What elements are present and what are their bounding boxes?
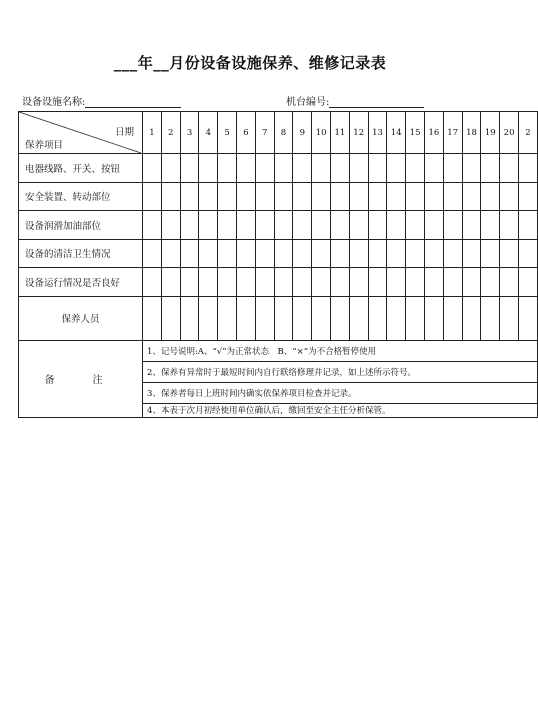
- check-cell[interactable]: [274, 239, 293, 268]
- item-row: [19, 154, 538, 183]
- check-cell[interactable]: [293, 154, 312, 183]
- check-cell[interactable]: [500, 154, 519, 183]
- check-cell[interactable]: [368, 211, 387, 240]
- check-cell[interactable]: [199, 296, 218, 340]
- maintenance-table-wrapper: [18, 111, 531, 420]
- check-cell[interactable]: [368, 296, 387, 340]
- check-cell[interactable]: [180, 154, 199, 183]
- check-cell[interactable]: [255, 211, 274, 240]
- check-cell[interactable]: [443, 239, 462, 268]
- check-cell[interactable]: [481, 182, 500, 211]
- check-cell[interactable]: [500, 296, 519, 340]
- check-cell[interactable]: [500, 211, 519, 240]
- check-cell[interactable]: [481, 268, 500, 297]
- day-header: 6: [237, 112, 256, 154]
- check-cell[interactable]: [255, 268, 274, 297]
- check-cell[interactable]: [406, 182, 425, 211]
- remark-note: 3、保养者每日上班时间内确实依保养项目检查并记录。: [143, 382, 538, 403]
- check-cell[interactable]: [406, 239, 425, 268]
- check-cell[interactable]: [237, 296, 256, 340]
- item-row-label: 安全装置、转动部位: [19, 182, 143, 211]
- check-cell[interactable]: [199, 268, 218, 297]
- remark-note: 2、保养有异常时于最短时间内自行联络修理并记录，如上述所示符号。: [143, 361, 538, 382]
- check-cell[interactable]: [500, 268, 519, 297]
- day-header: 5: [218, 112, 237, 154]
- check-cell[interactable]: [218, 182, 237, 211]
- day-header: 16: [424, 112, 443, 154]
- check-cell[interactable]: [237, 182, 256, 211]
- check-cell[interactable]: [406, 211, 425, 240]
- maintenance-table: [18, 111, 538, 418]
- check-cell[interactable]: [368, 239, 387, 268]
- check-cell[interactable]: [274, 211, 293, 240]
- check-cell[interactable]: [218, 154, 237, 183]
- check-cell[interactable]: [237, 211, 256, 240]
- check-cell[interactable]: [331, 182, 350, 211]
- item-row: [19, 182, 538, 211]
- check-cell[interactable]: [143, 296, 162, 340]
- check-cell[interactable]: [406, 296, 425, 340]
- day-header: 8: [274, 112, 293, 154]
- day-header: 1: [143, 112, 162, 154]
- check-cell[interactable]: [349, 296, 368, 340]
- check-cell[interactable]: [143, 239, 162, 268]
- check-cell[interactable]: [368, 268, 387, 297]
- check-cell[interactable]: [387, 154, 406, 183]
- check-cell[interactable]: [462, 154, 481, 183]
- check-cell[interactable]: [293, 211, 312, 240]
- maintainer-row: [19, 296, 538, 340]
- check-cell[interactable]: [443, 268, 462, 297]
- check-cell[interactable]: [406, 268, 425, 297]
- check-cell[interactable]: [331, 211, 350, 240]
- check-cell[interactable]: [218, 268, 237, 297]
- check-cell[interactable]: [293, 182, 312, 211]
- check-cell[interactable]: [500, 239, 519, 268]
- machine-number-label: 机台编号:: [286, 97, 330, 108]
- check-cell[interactable]: [293, 268, 312, 297]
- remark-note: 1、记号说明:A、“√”为正常状态 B、“×”为不合格暂停使用: [143, 340, 538, 361]
- check-cell[interactable]: [312, 268, 331, 297]
- check-cell[interactable]: [462, 182, 481, 211]
- machine-number-field[interactable]: [286, 93, 424, 108]
- check-cell[interactable]: [161, 268, 180, 297]
- check-cell[interactable]: [518, 296, 537, 340]
- check-cell[interactable]: [387, 182, 406, 211]
- day-header: 13: [368, 112, 387, 154]
- form-title: ___年__月份设备设施保养、维修记录表: [113, 54, 387, 72]
- check-cell[interactable]: [274, 296, 293, 340]
- check-cell[interactable]: [424, 182, 443, 211]
- check-cell[interactable]: [293, 239, 312, 268]
- check-cell[interactable]: [143, 211, 162, 240]
- remark-note: 4、本表于次月初经使用单位确认后，缴回至安全主任分析保管。: [143, 403, 538, 417]
- item-row-label: 设备润滑加油部位: [19, 211, 143, 240]
- day-header: 17: [443, 112, 462, 154]
- check-cell[interactable]: [331, 296, 350, 340]
- check-cell[interactable]: [368, 154, 387, 183]
- remarks-row: [19, 340, 538, 361]
- day-header: 15: [406, 112, 425, 154]
- check-cell[interactable]: [349, 268, 368, 297]
- check-cell[interactable]: [406, 154, 425, 183]
- check-cell[interactable]: [518, 182, 537, 211]
- check-cell[interactable]: [180, 296, 199, 340]
- check-cell[interactable]: [274, 182, 293, 211]
- check-cell[interactable]: [462, 268, 481, 297]
- day-header: 10: [312, 112, 331, 154]
- check-cell[interactable]: [312, 239, 331, 268]
- check-cell[interactable]: [481, 154, 500, 183]
- check-cell[interactable]: [180, 239, 199, 268]
- check-cell[interactable]: [349, 182, 368, 211]
- check-cell[interactable]: [443, 182, 462, 211]
- check-cell[interactable]: [218, 239, 237, 268]
- check-cell[interactable]: [255, 154, 274, 183]
- day-header: 4: [199, 112, 218, 154]
- check-cell[interactable]: [331, 154, 350, 183]
- check-cell[interactable]: [424, 296, 443, 340]
- check-cell[interactable]: [349, 239, 368, 268]
- check-cell[interactable]: [161, 182, 180, 211]
- check-cell[interactable]: [443, 211, 462, 240]
- item-row: [19, 239, 538, 268]
- check-cell[interactable]: [218, 211, 237, 240]
- check-cell[interactable]: [387, 239, 406, 268]
- maintainer-row-label: 保养人员: [19, 296, 143, 340]
- day-header: 11: [331, 112, 350, 154]
- check-cell[interactable]: [199, 182, 218, 211]
- check-cell[interactable]: [462, 296, 481, 340]
- item-row: [19, 268, 538, 297]
- check-cell[interactable]: [143, 182, 162, 211]
- check-cell[interactable]: [331, 239, 350, 268]
- header-corner-cell: [19, 112, 143, 154]
- check-cell[interactable]: [312, 211, 331, 240]
- check-cell[interactable]: [424, 239, 443, 268]
- check-cell[interactable]: [255, 182, 274, 211]
- check-cell[interactable]: [424, 154, 443, 183]
- check-cell[interactable]: [237, 154, 256, 183]
- day-header: 9: [293, 112, 312, 154]
- date-header: 日期: [115, 127, 135, 138]
- check-cell[interactable]: [443, 296, 462, 340]
- item-row-label: 设备的清洁卫生情况: [19, 239, 143, 268]
- equipment-name-line[interactable]: [85, 96, 181, 108]
- check-cell[interactable]: [349, 154, 368, 183]
- check-cell[interactable]: [387, 296, 406, 340]
- check-cell[interactable]: [237, 268, 256, 297]
- check-cell[interactable]: [518, 154, 537, 183]
- check-cell[interactable]: [218, 296, 237, 340]
- remarks-label: 备 注: [19, 340, 143, 417]
- check-cell[interactable]: [481, 239, 500, 268]
- table-header-row: [19, 112, 538, 154]
- check-cell[interactable]: [462, 211, 481, 240]
- check-cell[interactable]: [274, 154, 293, 183]
- day-header: 2: [161, 112, 180, 154]
- check-cell[interactable]: [387, 268, 406, 297]
- check-cell[interactable]: [180, 268, 199, 297]
- check-cell[interactable]: [387, 211, 406, 240]
- day-header: 2: [518, 112, 537, 154]
- day-header: 14: [387, 112, 406, 154]
- check-cell[interactable]: [424, 268, 443, 297]
- check-cell[interactable]: [161, 211, 180, 240]
- equipment-name-field[interactable]: [22, 93, 181, 108]
- check-cell[interactable]: [481, 211, 500, 240]
- check-cell[interactable]: [143, 268, 162, 297]
- check-cell[interactable]: [443, 154, 462, 183]
- day-header: 20: [500, 112, 519, 154]
- check-cell[interactable]: [199, 154, 218, 183]
- item-header: 保养项目: [25, 140, 64, 151]
- day-header: 12: [349, 112, 368, 154]
- item-row: [19, 211, 538, 240]
- check-cell[interactable]: [312, 154, 331, 183]
- check-cell[interactable]: [368, 182, 387, 211]
- check-cell[interactable]: [500, 182, 519, 211]
- check-cell[interactable]: [481, 296, 500, 340]
- item-row-label: 设备运行情况是否良好: [19, 268, 143, 297]
- day-header: 3: [180, 112, 199, 154]
- day-header: 7: [255, 112, 274, 154]
- check-cell[interactable]: [312, 182, 331, 211]
- check-cell[interactable]: [424, 211, 443, 240]
- check-cell[interactable]: [255, 239, 274, 268]
- day-header: 18: [462, 112, 481, 154]
- check-cell[interactable]: [518, 268, 537, 297]
- equipment-name-label: 设备设施名称:: [22, 97, 86, 108]
- check-cell[interactable]: [255, 296, 274, 340]
- check-cell[interactable]: [462, 239, 481, 268]
- check-cell[interactable]: [180, 211, 199, 240]
- check-cell[interactable]: [180, 182, 199, 211]
- check-cell[interactable]: [199, 211, 218, 240]
- item-row-label: 电器线路、开关、按钮: [19, 154, 143, 183]
- check-cell[interactable]: [161, 296, 180, 340]
- check-cell[interactable]: [274, 268, 293, 297]
- check-cell[interactable]: [143, 154, 162, 183]
- check-cell[interactable]: [237, 239, 256, 268]
- check-cell[interactable]: [161, 239, 180, 268]
- check-cell[interactable]: [349, 211, 368, 240]
- check-cell[interactable]: [199, 239, 218, 268]
- check-cell[interactable]: [331, 268, 350, 297]
- check-cell[interactable]: [518, 239, 537, 268]
- check-cell[interactable]: [161, 154, 180, 183]
- check-cell[interactable]: [518, 211, 537, 240]
- machine-number-line[interactable]: [329, 96, 424, 108]
- check-cell[interactable]: [312, 296, 331, 340]
- day-header: 19: [481, 112, 500, 154]
- check-cell[interactable]: [293, 296, 312, 340]
